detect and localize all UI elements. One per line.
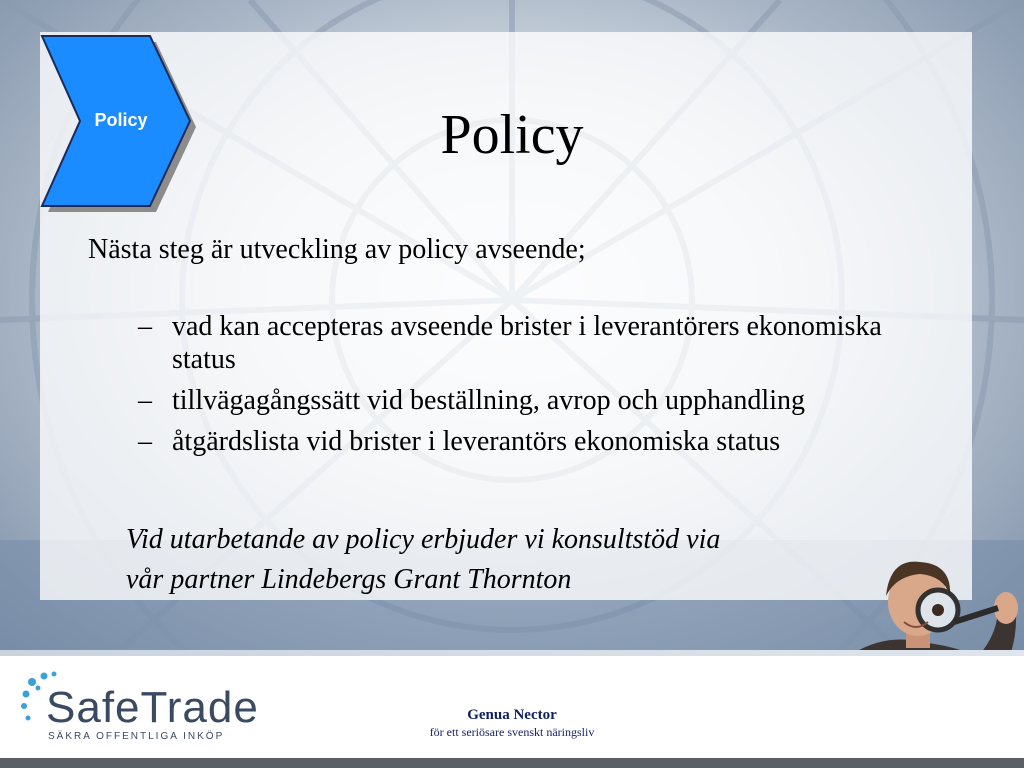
list-item <box>138 310 938 376</box>
slide-title: Policy <box>440 104 584 166</box>
bullet-dash: – <box>138 385 152 416</box>
list-item <box>138 384 938 417</box>
bullet-text: åtgärdslista vid brister i leverantörs ekonomiska status <box>172 426 781 457</box>
partner-note-line-2: vår partner Lindebergs Grant Thornton <box>126 564 572 595</box>
bullet-text: vad kan accepteras avseende brister i leverantörers ekonomiska status <box>172 311 882 375</box>
bullet-dash: – <box>138 311 152 342</box>
bullet-text: tillvägagångssätt vid beställning, avrop och upphandling <box>172 385 805 416</box>
list-item <box>138 425 938 458</box>
brand-block <box>380 706 644 740</box>
logo-wordmark: SafeTrade <box>46 683 259 732</box>
brand-name: Genua Nector <box>467 707 557 723</box>
partner-note-line-1: Vid utarbetande av policy erbjuder vi konsultstöd via <box>126 524 721 555</box>
footer-bottom-bar <box>0 758 1024 768</box>
brand-tagline: för ett seriösare svenskt näringsliv <box>429 725 595 739</box>
logo-tagline: SÄKRA OFFENTLIGA INKÖP <box>48 731 225 742</box>
partner-note <box>126 520 886 600</box>
bullet-list <box>138 310 938 466</box>
bullet-dash: – <box>138 426 152 457</box>
lead-text: Nästa steg är utveckling av policy avseende; <box>88 234 586 265</box>
badge-label: Policy <box>94 110 148 130</box>
